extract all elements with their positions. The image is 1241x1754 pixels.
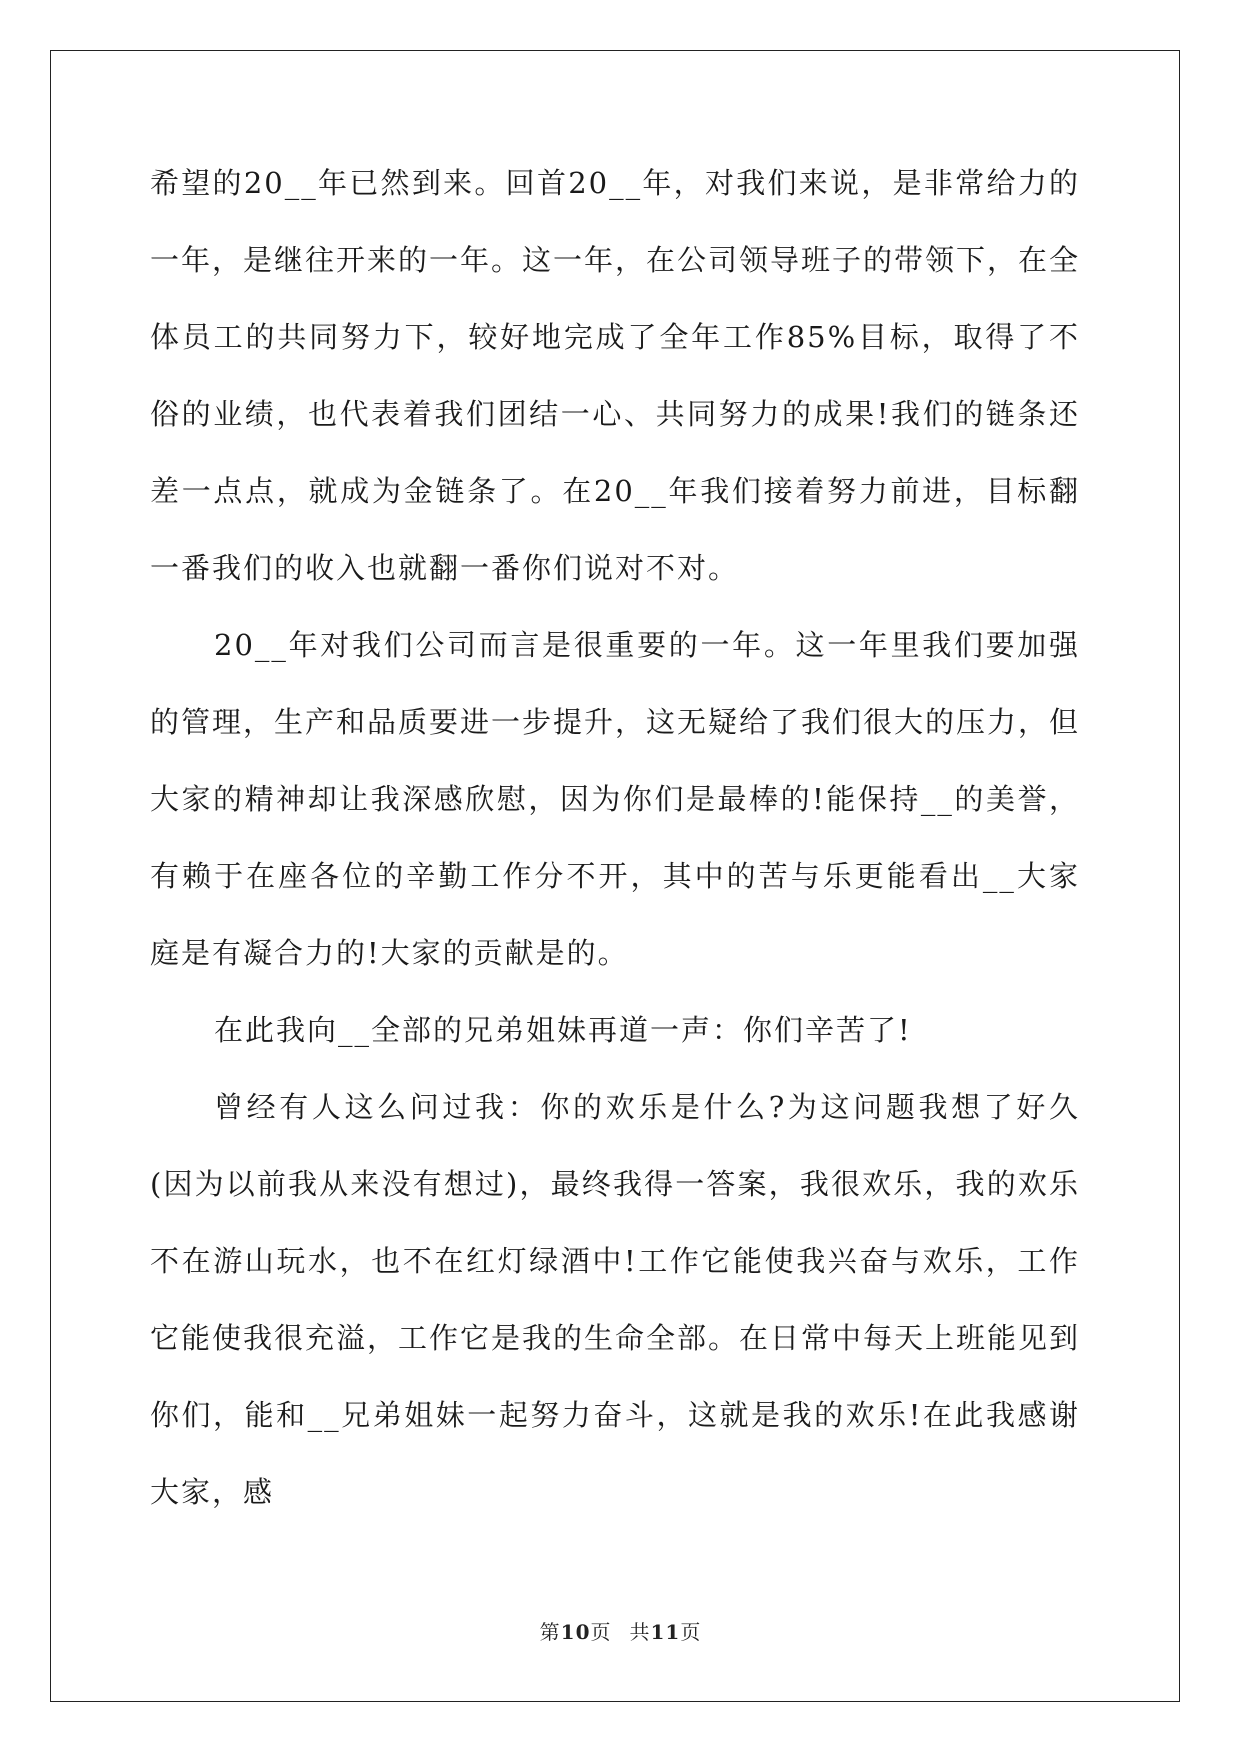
paragraph-1: 希望的20__年已然到来。回首20__年，对我们来说，是非常给力的一年，是继往开来的一年。这一年，在公司领导班子的带领下，在全体员工的共同努力下，较好地完成了全年工作85%目标，取得了不俗的业绩，也代表着我们团结一心、共同努力的成果!我们的链条还差一点点，就成为金链条了。在20__年我们接着努力前进，目标翻一番我们的收入也就翻一番你们说对不对。 — [150, 166, 1081, 585]
footer-page-number: 10 — [560, 1620, 591, 1644]
footer-total-suffix: 页 — [680, 1620, 702, 1644]
document-body — [150, 145, 1080, 1531]
paragraph-3: 在此我向__全部的兄弟姐妹再道一声：你们辛苦了! — [214, 1013, 912, 1047]
paragraph-4: 曾经有人这么问过我：你的欢乐是什么?为这问题我想了好久(因为以前我从来没有想过)，最终我得一答案，我很欢乐，我的欢乐不在游山玩水，也不在红灯绿酒中!工作它能使我兴奋与欢乐，工作它能使我很充溢，工作它是我的生命全部。在日常中每天上班能见到你们，能和__兄弟姐妹一起努力奋斗，这就是我的欢乐!在此我感谢大家，感 — [150, 1090, 1081, 1509]
footer-total-prefix: 共 — [629, 1620, 651, 1644]
page-footer — [0, 1616, 1241, 1645]
footer-total-number: 11 — [650, 1620, 681, 1644]
paragraph-2: 20__年对我们公司而言是很重要的一年。这一年里我们要加强的管理，生产和品质要进一步提升，这无疑给了我们很大的压力，但大家的精神却让我深感欣慰，因为你们是最棒的!能保持__的美誉，有赖于在座各位的辛勤工作分不开，其中的苦与乐更能看出__大家庭是有凝合力的!大家的贡献是的。 — [150, 628, 1081, 970]
footer-page-suffix: 页 — [590, 1620, 612, 1644]
footer-prefix: 第 — [539, 1620, 561, 1644]
